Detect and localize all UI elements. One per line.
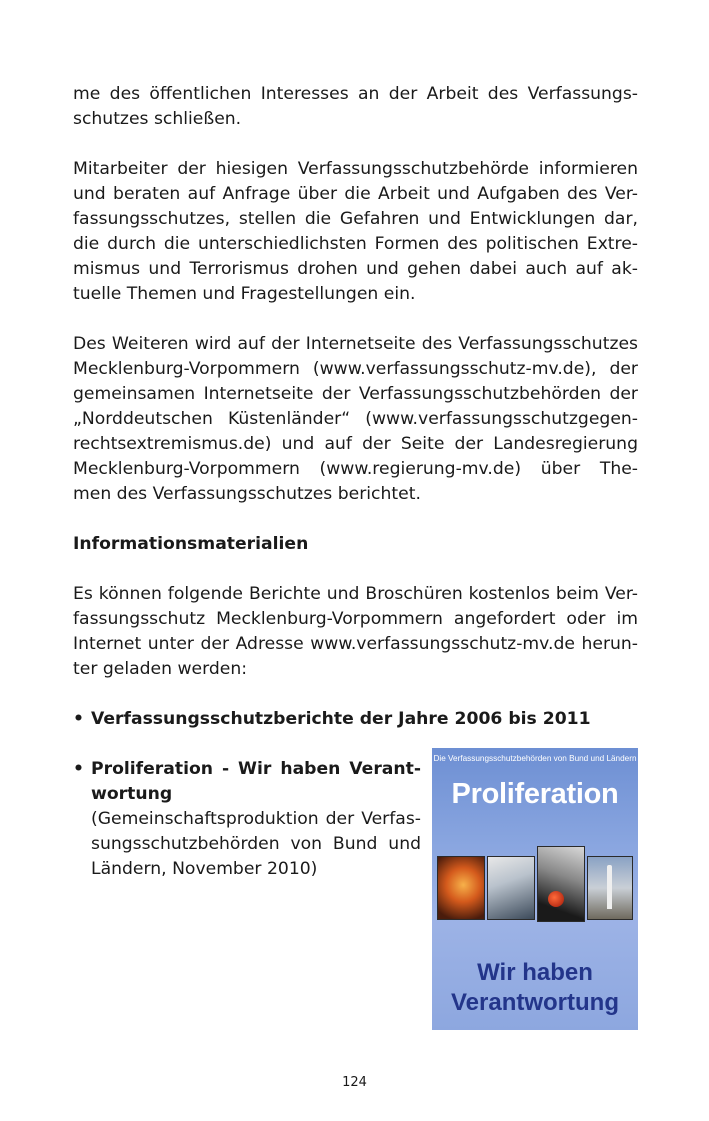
text-line: Es können folgende Berichte und Broschüren kostenlos beim Ver- [73,584,638,604]
text-line: me des öffentlichen Interesses an der Arbeit des Verfassungs- [73,84,638,104]
bullet-icon: • [73,759,84,779]
list-item-title: wortung [91,784,173,804]
text-line: die durch die unterschiedlichsten Formen des politischen Extre- [73,234,638,254]
cover-publisher-text: Die Verfassungsschutzbehörden von Bund und Ländern [433,754,637,763]
page-body [73,82,638,1047]
rocket-photo [587,856,633,920]
list-item-description: Ländern, November 2010) [91,859,318,879]
list-item-reports [73,707,638,732]
text-line: tuelle Themen und Fragestellungen ein. [73,284,416,304]
cover-subtitle-line: Verantwortung [450,989,619,1016]
list-item-proliferation [73,757,421,882]
paragraph-3 [73,332,638,507]
list-item-title: Verfassungsschutzberichte der Jahre 2006 bis 2011 [91,709,591,729]
text-line: Mitarbeiter der hiesigen Verfassungsschutzbehörde informieren [73,159,638,179]
text-line: mismus und Terrorismus drohen und gehen dabei auch auf ak- [73,259,638,279]
cover-subtitle-line: Wir haben [477,959,593,986]
text-line: „Norddeutschen Küstenländer“ (www.verfassungsschutzgegen- [73,409,638,429]
list-item-proliferation-row [73,754,638,1047]
brochure-cover-image [432,748,638,1030]
paragraph-1 [73,82,638,132]
text-line: rechtsextremismus.de) und auf der Seite der Landesregierung [73,434,638,454]
page-number: 124 [342,1075,367,1090]
text-line: Mecklenburg-Vorpommern (www.verfassungsschutz-mv.de), der [73,359,638,379]
text-line: Mecklenburg-Vorpommern (www.regierung-mv.de) über The- [73,459,638,479]
text-line: Des Weiteren wird auf der Internetseite des Verfassungsschutzes [73,334,638,354]
bullet-icon: • [73,709,84,729]
paragraph-2 [73,157,638,307]
text-line: fassungsschutzes, stellen die Gefahren und Entwicklungen dar, [73,209,638,229]
text-line: schutzes schließen. [73,109,242,129]
text-line: Internet unter der Adresse www.verfassungsschutz-mv.de herun- [73,634,638,654]
text-line: und beraten auf Anfrage über die Arbeit und Aufgaben des Ver- [73,184,638,204]
protective-suit-photo [487,856,535,920]
list-item-title: Proliferation - Wir haben Verant- [91,759,421,779]
cover-photo-strip [437,856,633,931]
text-line: ter geladen werden: [73,659,248,679]
cover-subtitle [432,958,638,1018]
cover-title: Proliferation [451,778,619,810]
intro-paragraph [73,582,638,682]
hand-with-ball-photo [537,846,585,922]
explosion-photo [437,856,485,920]
text-line: men des Verfassungsschutzes berichtet. [73,484,421,504]
section-heading: Informationsmaterialien [73,534,309,554]
list-item-description: sungsschutzbehörden von Bund und [91,834,421,854]
text-line: gemeinsamen Internetseite der Verfassungsschutzbehörden der [73,384,638,404]
list-item-description: (Gemeinschaftsproduktion der Verfas- [91,809,421,829]
text-line: fassungsschutz Mecklenburg-Vorpommern angefordert oder im [73,609,638,629]
